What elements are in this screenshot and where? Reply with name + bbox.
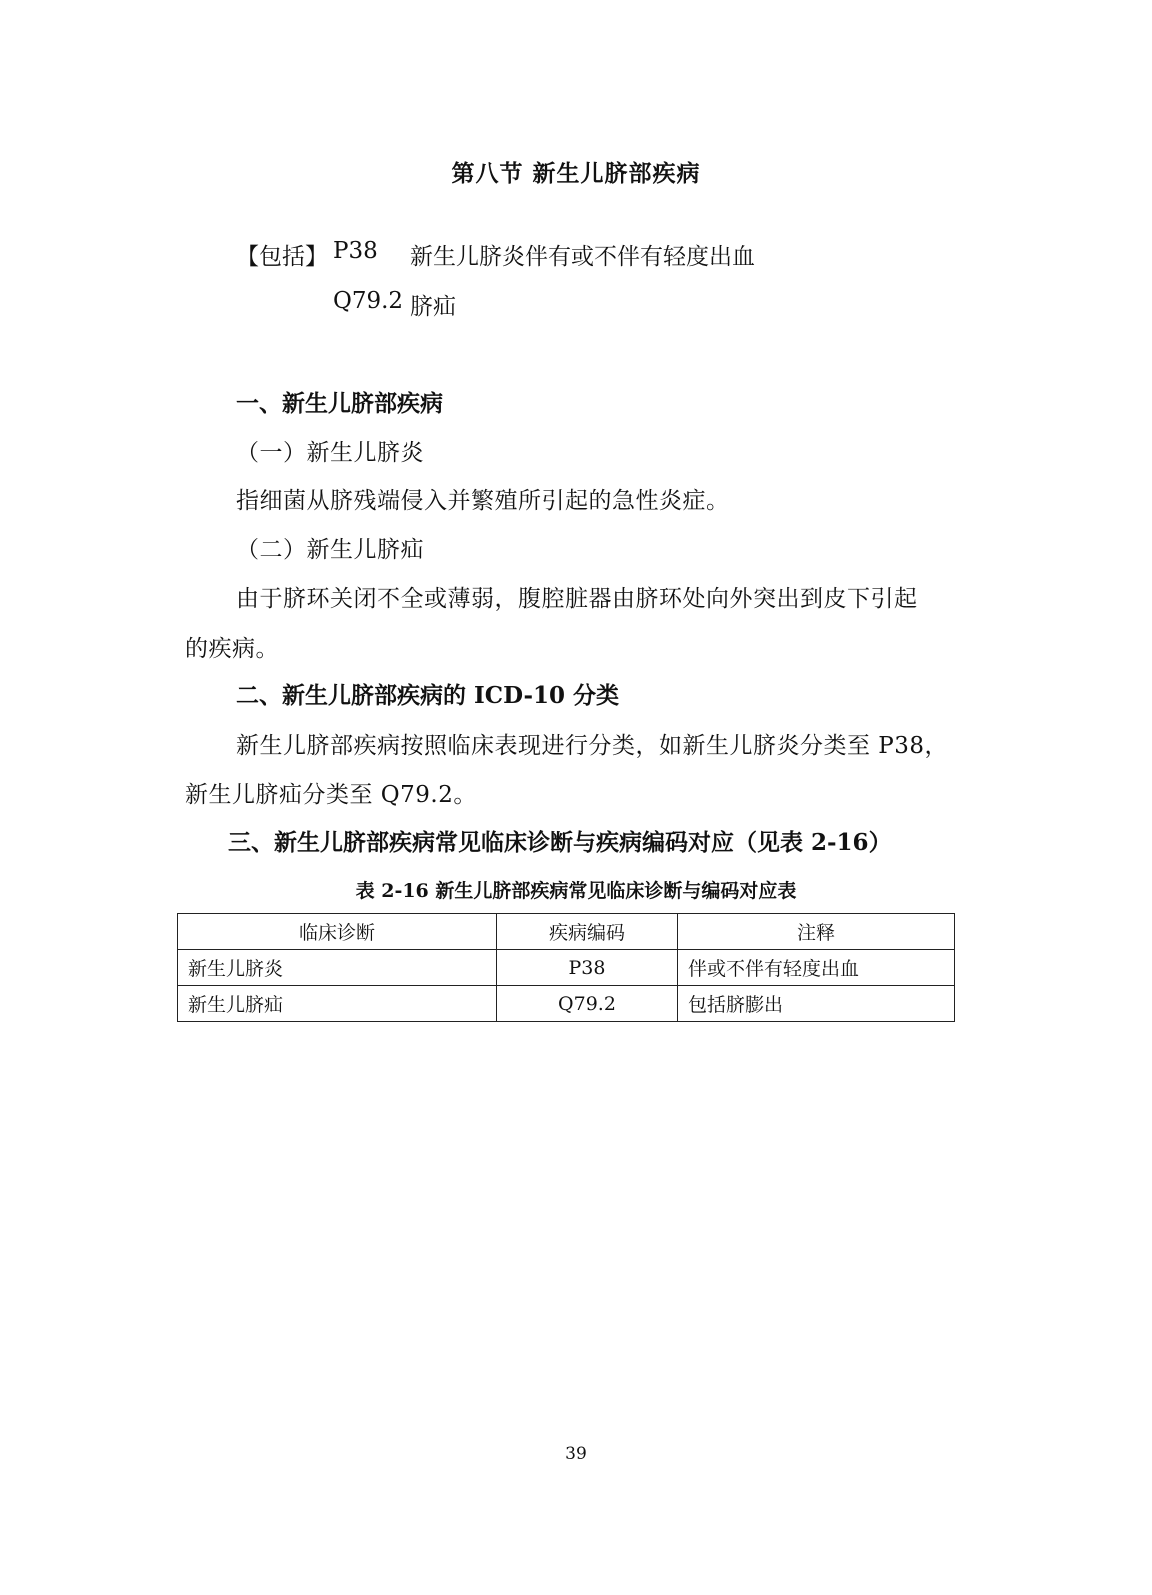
section-1-heading: 一、新生儿脐部疾病 [236, 390, 443, 417]
code-cell: Q79.2 [497, 986, 678, 1022]
includes-tag: 【包括】 [236, 244, 328, 270]
section-1-subheading-2: （二）新生儿脐疝 [236, 537, 424, 563]
section-3-heading: 三、新生儿脐部疾病常见临床诊断与疾病编码对应（见表 2-16） [228, 829, 892, 856]
note-cell: 伴或不伴有轻度出血 [678, 950, 955, 986]
table-caption: 表 2-16 新生儿脐部疾病常见临床诊断与编码对应表 [355, 880, 797, 902]
column-header-code: 疾病编码 [497, 914, 678, 950]
includes-code: P38 [333, 238, 378, 264]
page-number: 39 [565, 1444, 587, 1464]
section-2-paragraph-line-2: 新生儿脐疝分类至 Q79.2。 [185, 782, 477, 808]
diagnosis-cell: 新生儿脐炎 [178, 950, 497, 986]
diagnosis-cell: 新生儿脐疝 [178, 986, 497, 1022]
diagnosis-code-table [177, 913, 955, 1022]
section-1-paragraph-2-line-2: 的疾病。 [185, 636, 279, 662]
includes-description: 新生儿脐炎伴有或不伴有轻度出血 [410, 244, 755, 270]
note-cell: 包括脐膨出 [678, 986, 955, 1022]
column-header-note: 注释 [678, 914, 955, 950]
section-2-paragraph-line-1: 新生儿脐部疾病按照临床表现进行分类，如新生儿脐炎分类至 P38， [236, 733, 949, 759]
section-1-paragraph-2-line-1: 由于脐环关闭不全或薄弱，腹腔脏器由脐环处向外突出到皮下引起 [236, 586, 918, 612]
includes-code: Q79.2 [333, 288, 404, 314]
section-title: 第八节 新生儿脐部疾病 [451, 160, 701, 187]
section-2-heading: 二、新生儿脐部疾病的 ICD-10 分类 [236, 682, 620, 709]
table-row [178, 950, 955, 986]
column-header-diagnosis: 临床诊断 [178, 914, 497, 950]
code-cell: P38 [497, 950, 678, 986]
table-header-row [178, 914, 955, 950]
table-row [178, 986, 955, 1022]
section-1-subheading-1: （一）新生儿脐炎 [236, 440, 424, 466]
includes-description: 脐疝 [410, 294, 456, 320]
section-1-paragraph-1: 指细菌从脐残端侵入并繁殖所引起的急性炎症。 [236, 488, 730, 514]
